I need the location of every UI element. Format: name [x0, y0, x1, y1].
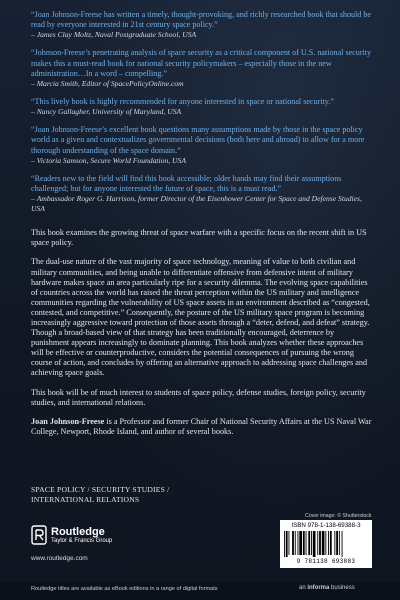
quote-attribution-name: Nancy Gallagher, University of Maryland, USA [36, 107, 182, 117]
quote-text: “This lively book is highly recommended for anyone interested in space or national security.” [31, 97, 334, 107]
description-paragraph: The dual-use nature of the vast majority of space technology, meaning of value to both civilian and military communities, and being unable to differentiate offensive from defensive intent of military hardware makes space an area particularly ripe for a security dilemma. The evolving space capabilities of countries across the world has raised the threat perception within the US military and intelligence communities regarding the vulnerability of US space assets in an environment described as “congested, contested, and competitive.” Consequently, the posture of the US military space program is becoming increasingly aggressive toward protection of those assets through a “deter, defend, and defeat” strategy. Though a broad-based view of that strategy has been traditionally encouraged, deterrence by punishment appears increasingly to dominate planning. This book analyzes whether these approaches will be effective or counterproductive, considers the potential consequences of pursuing the wrong course of action, and concludes by offering an alternative approach to addressing space challenges and achieving space goals. [31, 257, 370, 378]
informa-suffix: business [329, 585, 355, 591]
publisher-name: Routledge [51, 525, 105, 538]
review-quote [31, 48, 373, 89]
quote-attribution: – Victoria Samson, Secure World Foundation, USA [31, 155, 186, 165]
quote-attribution: – Nancy Gallagher, University of Maryland, USA [31, 107, 182, 117]
review-quote [31, 97, 373, 117]
review-quote [31, 125, 373, 166]
footer-bar [0, 582, 400, 600]
interest-paragraph: This book will be of much interest to students of space policy, defense studies, foreign policy, security studies, and international relations. [31, 387, 366, 407]
quote-attribution-name: Marcia Smith, Editor of SpacePolicyOnline.com [36, 79, 184, 89]
publisher-website[interactable]: www.routledge.com [31, 555, 88, 562]
quote-attribution-name: Victoria Samson, Secure World Foundation, USA [36, 155, 186, 165]
publisher-logo [31, 525, 151, 545]
author-bio [31, 417, 373, 437]
quote-attribution: – Marcia Smith, Editor of SpacePolicyOnline.com [31, 79, 184, 89]
review-quote [31, 10, 373, 40]
cover-credit: Cover image: © Shutterstock [305, 513, 372, 519]
informa-prefix: an [299, 585, 308, 591]
cover-content [31, 10, 373, 446]
barcode-digits: 9 781138 693883 [296, 558, 356, 565]
quote-text: “Johnson-Freese’s penetrating analysis of space security as a critical component of U.S. national security makes this a must-read book for national security policymakers – especially those in the new administration…In a word – compelling.” [31, 48, 372, 78]
quote-text: “Joan Johnson-Freese has written a timely, thought-provoking, and richly researched book that should be read by everyone interested in 21st century space policy.” [31, 10, 372, 30]
informa-brand: informa [307, 585, 330, 591]
quote-attribution: – Ambassador Roger G. Harrison, former Director of the Eisenhower Center for Space and Defense Studies, USA [31, 194, 362, 214]
routledge-logo-icon [31, 525, 47, 545]
isbn: ISBN 978-1-138-69388-3 [291, 522, 361, 529]
informa-business [299, 585, 355, 591]
review-quote [31, 174, 373, 214]
barcode [280, 520, 372, 568]
quote-text: “Readers new to the field will find this book accessible; older hands may find their assumptions challenged; but for anyone interested the future of space, this is a must read.” [31, 173, 342, 194]
author-name: Joan Johnson-Freese [31, 416, 105, 426]
publisher-group: Taylor & Francis Group [51, 537, 113, 544]
quote-attribution-name: Ambassador Roger G. Harrison, former Director of the Eisenhower Center for Space and Defense Studies, USA [31, 194, 362, 214]
author-bio-text: is a Professor and former Chair of National Security Affairs at the US Naval War College, Newport, Rhode Island, and author of several books. [31, 416, 372, 436]
quote-attribution-name: James Clay Moltz, Naval Postgraduate School, USA [36, 30, 197, 40]
barcode-icon [284, 531, 368, 557]
intro-paragraph: This book examines the growing threat of space warfare with a specific focus on the recent shift in US space policy. [31, 228, 367, 248]
ebook-note: Routledge titles are available as eBook editions in a range of digital formats [31, 586, 218, 592]
quote-attribution: – James Clay Moltz, Naval Postgraduate School, USA [31, 30, 197, 40]
quote-text: “Joan Johnson-Freese’s excellent book questions many assumptions made by those in the space policy world as a given and contextualizes governmental decisions (both here and abroad) to allow for a more thorough understanding of the space domain.” [31, 125, 365, 155]
subject-categories: SPACE POLICY / SECURITY STUDIES / INTERNATIONAL RELATIONS [31, 485, 170, 504]
